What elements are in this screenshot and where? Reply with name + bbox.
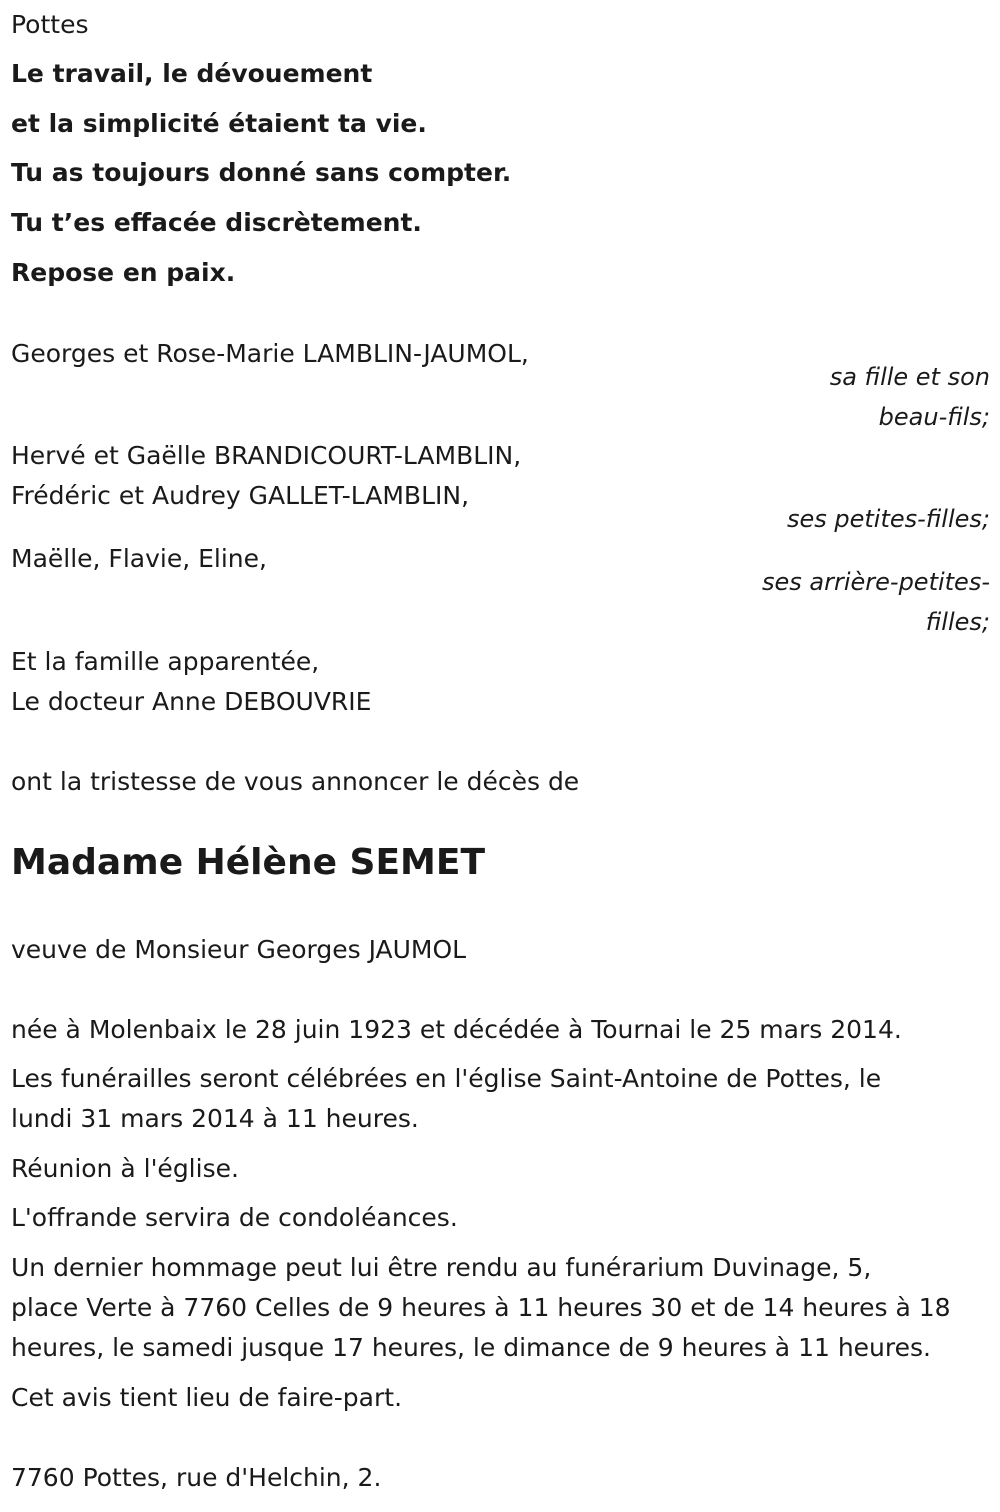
tribute-line-3: heures, le samedi jusque 17 heures, le dimance de 9 heures à 11 heures. <box>11 1333 931 1362</box>
funeral-line-1: Les funérailles seront célébrées en l'église Saint-Antoine de Pottes, le <box>11 1064 882 1093</box>
family-granddaughter-2: Frédéric et Audrey GALLET-LAMBLIN, <box>11 481 470 510</box>
family-daughter: Georges et Rose-Marie LAMBLIN-JAUMOL, <box>11 339 529 368</box>
location-heading: Pottes <box>11 10 89 39</box>
family-granddaughters-role: ses petites-filles; <box>786 505 990 533</box>
poem-line-1: Le travail, le dévouement <box>11 59 373 88</box>
poem-line-4: Tu t’es effacée discrètement. <box>11 208 422 237</box>
birth-death: née à Molenbaix le 28 juin 1923 et décédée à Tournai le 25 mars 2014. <box>11 1015 902 1044</box>
family-great-granddaughters: Maëlle, Flavie, Eline, <box>11 544 267 573</box>
poem-line-5: Repose en paix. <box>11 258 236 287</box>
address-text: 7760 Pottes, rue d'Helchin, 2. <box>11 1463 382 1492</box>
funeral-line-2: lundi 31 mars 2014 à 11 heures. <box>11 1104 419 1133</box>
tribute-line-2: place Verte à 7760 Celles de 9 heures à 11 heures 30 et de 14 heures à 18 <box>11 1293 951 1322</box>
family-extended-2: Le docteur Anne DEBOUVRIE <box>11 687 372 716</box>
offering-text: L'offrande servira de condoléances. <box>11 1203 458 1232</box>
announcement-text: ont la tristesse de vous annoncer le décès de <box>11 767 580 796</box>
family-daughter-role-2: beau-fils; <box>878 403 990 431</box>
notice-text: Cet avis tient lieu de faire-part. <box>11 1383 403 1412</box>
meeting-text: Réunion à l'église. <box>11 1154 239 1183</box>
tribute-line-1: Un dernier hommage peut lui être rendu au funérarium Duvinage, 5, <box>11 1253 872 1282</box>
family-granddaughter-1: Hervé et Gaëlle BRANDICOURT-LAMBLIN, <box>11 441 522 470</box>
family-great-role-1: ses arrière-petites- <box>762 568 990 596</box>
family-extended-1: Et la famille apparentée, <box>11 647 320 676</box>
poem-line-2: et la simplicité étaient ta vie. <box>11 109 427 138</box>
poem-line-3: Tu as toujours donné sans compter. <box>11 158 512 187</box>
deceased-name: Madame Hélène SEMET <box>11 842 486 883</box>
family-great-role-2: filles; <box>925 608 990 636</box>
widow-of: veuve de Monsieur Georges JAUMOL <box>11 935 467 964</box>
family-daughter-role-1: sa fille et son <box>829 363 990 391</box>
